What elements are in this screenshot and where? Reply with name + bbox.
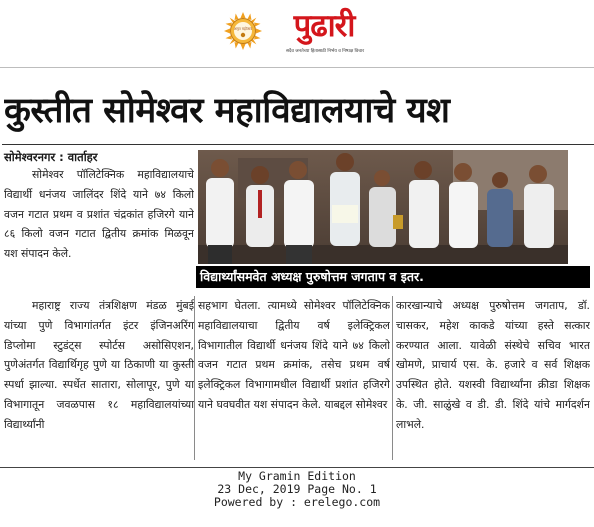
headline-rule [2,144,594,145]
group-photo-image [198,150,568,264]
article-column-3 [396,296,590,461]
article-column-1 [4,296,194,461]
masthead-divider [0,67,594,68]
edition-name: My Gramin Edition [238,469,356,483]
footer-divider [0,467,594,468]
article-intro [4,165,194,295]
masthead-logo[interactable] [270,8,380,58]
article-photo [198,150,568,264]
article-dateline: सोमेश्वरनगर : वार्ताहर [4,150,98,164]
column-divider [194,296,195,460]
column-3-text: कारखान्याचे अध्यक्ष पुरुषोत्तम जगताप, डॉ. चासकर, महेश काकडे यांच्या हस्ते सत्कार करण्यात आला. यावेळी संस्थेचे सचिव भारत खोमणे, प्राचार्य एस. के. हजारे व सर्व शिक्षक उपस्थित होते. यशस्वी विद्यार्थ्यांना क्रीडा शिक्षक के. जी. साळुंखे व डी. डी. शिंदे यांचे मार्गदर्शन लाभले. [396,299,590,431]
masthead [0,0,594,68]
photo-caption: विद्यार्थ्यांसमवेत अध्यक्ष पुरुषोत्तम जगताप व इतर. [196,266,590,288]
column-2-text: सहभाग घेतला. त्यामध्ये सोमेश्वर पॉलिटेक्निक महाविद्यालयाचा द्वितीय वर्ष इलेक्ट्रिकल विभागातील विद्यार्थी धनंजय शिंदे याने ७४ किलो वजन गटात प्रथम क्रमांक, तसेच प्रथम वर्ष इलेक्ट्रिकल विभागामधील विद्यार्थी प्रशांत हजिरगे याने घवघवीत यश संपादन केले. याबद्दल सोमेश्वर [198,299,390,411]
article-headline: कुस्तीत सोमेश्वर महाविद्यालयाचे यश [4,91,450,131]
column-1-text: महाराष्ट्र राज्य तंत्रशिक्षण मंडळ मुंबई यांच्या पुणे विभागांतर्गत इंटर इंजिनअरिंग डिप्लोमा स्टुडंट्स स्पोर्टस असोसिएशन, पुणेअंतर्गत विद्यार्थिगृह पुणे या ठिकाणी या कुस्ती स्पर्धा झाल्या. स्पर्धेत सातारा, सोलापूर, पुणे या विभागातून जवळपास १८ महाविद्यालयांच्या विद्यार्थ्यांनी [4,299,194,431]
column-divider [392,296,393,460]
edition-footer [0,470,594,520]
article-column-2 [198,296,390,461]
logo-wordmark: पुढारी [293,8,355,44]
emblem-label: अमृत महोत्सव [233,27,253,31]
emblem-icon [224,12,262,50]
edition-date-page: 23 Dec, 2019 Page No. 1 [217,482,377,496]
intro-paragraph: सोमेश्वर पॉलिटेक्निक महाविद्यालयाचे विद्यार्थी धनंजय जालिंदर शिंदे याने ७४ किलो वजन गटात प्रथम व प्रशांत चंद्रकांत हजिरगे याने ८६ किलो वजन गटात द्वितीय क्रमांक मिळवून यश संपादन केले. [4,168,194,261]
logo-tagline: सदैव जनतेच्या हितासाठी निर्भय व निष्पक्ष विचार [285,49,365,54]
powered-by-link[interactable]: Powered by : erelego.com [213,495,381,509]
